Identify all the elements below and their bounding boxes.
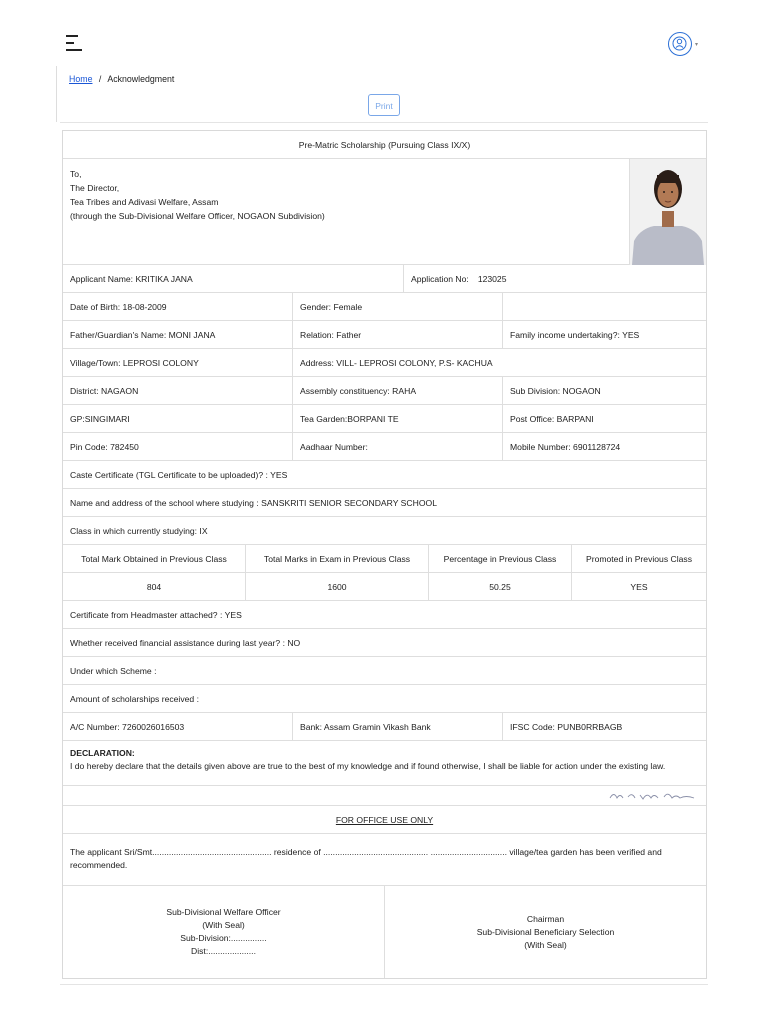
- chevron-down-icon[interactable]: ▾: [695, 42, 699, 48]
- table-row: [63, 293, 706, 321]
- table-row: [63, 629, 706, 657]
- signature-right-line: (With Seal): [524, 939, 567, 950]
- applicant-row: [63, 265, 706, 293]
- applicant-photo: [629, 159, 706, 265]
- applicant-photo-image: [630, 159, 706, 265]
- caste-certificate: Caste Certificate (TGL Certificate to be uploaded)? : YES: [70, 469, 288, 480]
- address-line: The Director,: [70, 183, 120, 193]
- marks-header: Total Mark Obtained in Previous Class: [81, 553, 227, 564]
- table-row: [63, 349, 706, 377]
- gender: Gender: Female: [292, 293, 502, 320]
- address: Address: VILL- LEPROSI COLONY, P.S- KACHUA: [292, 349, 706, 376]
- signature-left-line: (With Seal): [202, 920, 245, 930]
- address-block: [63, 159, 706, 265]
- marks-value: 50.25: [428, 573, 571, 600]
- pin-code: Pin Code: 782450: [70, 441, 139, 452]
- marks-header: Total Marks in Exam in Previous Class: [245, 545, 428, 572]
- breadcrumb-separator: /: [98, 74, 102, 84]
- sub-division: Sub Division: NOGAON: [502, 377, 706, 404]
- table-row: [63, 713, 706, 741]
- marks-header-row: [63, 545, 706, 573]
- divider: [60, 122, 708, 123]
- declaration: [63, 741, 706, 786]
- user-avatar-icon[interactable]: [668, 32, 692, 56]
- address-line: To,: [70, 169, 82, 179]
- signature-row: [63, 786, 706, 806]
- divider: [56, 66, 57, 122]
- table-row: [63, 489, 706, 517]
- declaration-text: I do hereby declare that the details given above are true to the best of my knowledge and if found otherwise, I shall be liable for action under the existing law.: [70, 761, 666, 771]
- signature-left-line: Sub-Division:...............: [180, 933, 267, 943]
- post-office: Post Office: BARPANI: [502, 405, 706, 432]
- current-class: Class in which currently studying: IX: [70, 525, 208, 536]
- marks-value-row: [63, 573, 706, 601]
- tea-garden: Tea Garden:BORPANI TE: [292, 405, 502, 432]
- marks-value: 804: [146, 581, 162, 592]
- mobile-number: Mobile Number: 6901128724: [502, 433, 706, 460]
- marks-header: Promoted in Previous Class: [571, 545, 706, 572]
- signature-left-line: Sub-Divisional Welfare Officer: [166, 907, 281, 917]
- application-number-label: Application No:: [411, 273, 469, 284]
- divider: [60, 984, 708, 985]
- application-number-cell: [403, 265, 706, 292]
- table-row: [63, 657, 706, 685]
- acknowledgment-form: [62, 130, 707, 979]
- table-row: [63, 433, 706, 461]
- village-town: Village/Town: LEPROSI COLONY: [70, 357, 199, 368]
- breadcrumb-home-link[interactable]: Home: [69, 74, 93, 84]
- signature-left-line: Dist:....................: [191, 946, 256, 956]
- signature-right-line: Chairman: [526, 913, 565, 924]
- scheme: Under which Scheme :: [70, 665, 157, 676]
- address-lines: [63, 159, 332, 264]
- family-income: Family income undertaking?: YES: [502, 321, 706, 348]
- empty-cell: [502, 293, 706, 320]
- signature-right-line: Sub-Divisional Beneficiary Selection: [476, 926, 615, 937]
- table-row: [63, 461, 706, 489]
- form-title: [63, 131, 706, 159]
- financial-assistance: Whether received financial assistance during last year? : NO: [70, 637, 301, 648]
- applicant-signature-image: [608, 789, 698, 803]
- aadhaar-number: Aadhaar Number:: [292, 433, 502, 460]
- user-icon: [669, 33, 690, 54]
- declaration-title: DECLARATION:: [70, 748, 135, 758]
- office-use-text: FOR OFFICE USE ONLY: [335, 814, 434, 825]
- address-line: Tea Tribes and Adivasi Welfare, Assam: [70, 197, 219, 207]
- relation: Relation: Father: [292, 321, 502, 348]
- table-row: [63, 321, 706, 349]
- print-button[interactable]: Print: [368, 94, 400, 116]
- table-row: [63, 517, 706, 545]
- assembly-constituency: Assembly constituency: RAHA: [292, 377, 502, 404]
- account-number: A/C Number: 7260026016503: [70, 721, 185, 732]
- address-line: (through the Sub-Divisional Welfare Officer, NOGAON Subdivision): [70, 211, 325, 221]
- gram-panchayat: GP:SINGIMARI: [70, 413, 130, 424]
- breadcrumb: [69, 74, 174, 84]
- marks-header: Percentage in Previous Class: [428, 545, 571, 572]
- scholarship-amount: Amount of scholarships received :: [70, 693, 199, 704]
- applicant-name: Applicant Name: KRITIKA JANA: [70, 273, 193, 284]
- marks-value: 1600: [245, 573, 428, 600]
- bank-name: Bank: Assam Gramin Vikash Bank: [292, 713, 502, 740]
- table-row: [63, 601, 706, 629]
- district: District: NAGAON: [70, 385, 139, 396]
- signature-left: [63, 886, 384, 978]
- office-use-heading: [63, 806, 706, 834]
- signature-right: [384, 886, 706, 978]
- verification-text: The applicant Sri/Smt.................................................. residence of ............................................ ................................ village/tea garden has been verified and recommended.: [63, 834, 706, 886]
- school-name: Name and address of the school where studying : SANSKRITI SENIOR SECONDARY SCHOOL: [70, 497, 437, 508]
- table-row: [63, 685, 706, 713]
- menu-icon[interactable]: [66, 33, 84, 53]
- marks-value: YES: [571, 573, 706, 600]
- breadcrumb-current: Acknowledgment: [107, 74, 175, 84]
- guardian-name: Father/Guardian's Name: MONI JANA: [70, 329, 216, 340]
- table-row: [63, 377, 706, 405]
- application-number: 123025: [477, 273, 507, 284]
- headmaster-certificate: Certificate from Headmaster attached? : YES: [70, 609, 242, 620]
- signatures-row: [63, 886, 706, 978]
- ifsc-code: IFSC Code: PUNB0RRBAGB: [502, 713, 706, 740]
- table-row: [63, 405, 706, 433]
- form-title-text: Pre-Matric Scholarship (Pursuing Class IX/X): [298, 139, 471, 150]
- date-of-birth: Date of Birth: 18-08-2009: [70, 301, 167, 312]
